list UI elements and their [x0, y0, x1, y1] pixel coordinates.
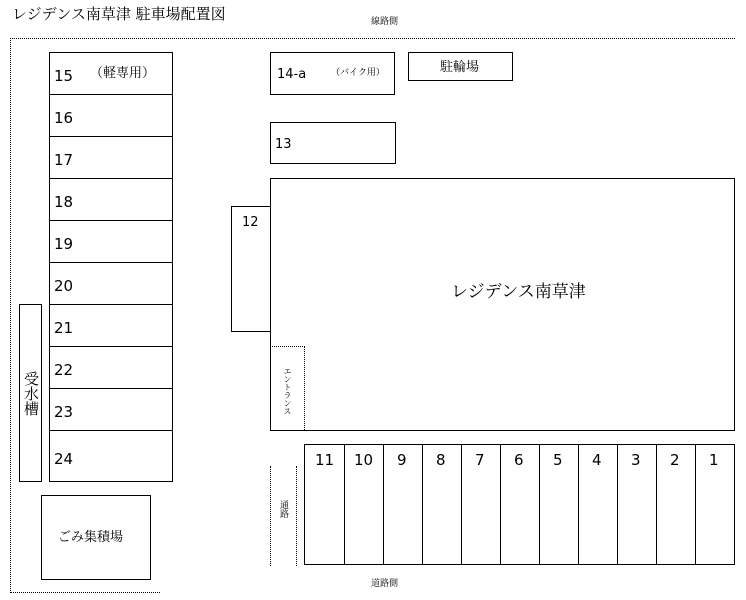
slot-number: 23 [54, 403, 74, 421]
slot-number: 12 [242, 215, 259, 230]
building [270, 178, 735, 431]
parking-slot-8 [422, 445, 462, 564]
side-passage-label: 通路 [278, 500, 288, 518]
boundary-bottom [10, 592, 160, 593]
slot-number: 20 [54, 277, 74, 295]
parking-slot-4 [578, 445, 618, 564]
slot-number: 24 [54, 450, 74, 468]
water-tank-label: 受水槽 [22, 371, 40, 416]
parking-slot-23 [49, 388, 173, 431]
slot-note: （バイク用） [331, 68, 385, 78]
parking-slot-10 [344, 445, 384, 564]
slot-number: 3 [631, 451, 641, 469]
side-passage-left [270, 466, 271, 566]
parking-slot-11 [305, 445, 345, 564]
parking-slot-13 [270, 122, 396, 164]
slot-number: 22 [54, 361, 74, 379]
slot-number: 8 [436, 451, 446, 469]
bicycle-parking-label: 駐輪場 [440, 60, 480, 75]
page-title: レジデンス南草津 駐車場配置図 [12, 5, 226, 23]
bicycle-parking [408, 52, 513, 81]
garbage-area [41, 495, 151, 580]
water-tank [19, 304, 42, 482]
parking-slot-6 [500, 445, 540, 564]
boundary-top [10, 38, 735, 39]
slot-number: 11 [315, 451, 335, 469]
parking-slot-2 [656, 445, 696, 564]
slot-number: 5 [553, 451, 563, 469]
parking-slot-15 [49, 52, 173, 95]
road-bottom-label: 道路側 [371, 579, 399, 589]
bike-slot-14a [270, 52, 395, 95]
parking-slot-24 [49, 430, 173, 482]
slot-number: 1 [709, 451, 719, 469]
bottom-parking-row [304, 444, 735, 565]
parking-slot-9 [383, 445, 423, 564]
side-passage-right [296, 466, 297, 566]
parking-slot-21 [49, 304, 173, 347]
garbage-area-label: ごみ集積場 [58, 530, 124, 545]
slot-number: 19 [54, 235, 74, 253]
parking-slot-22 [49, 346, 173, 389]
slot-number: 14-a [277, 67, 307, 82]
slot-number: 16 [54, 109, 74, 127]
building-label: レジデンス南草津 [451, 282, 586, 302]
left-parking-column [49, 52, 173, 482]
slot-note: （軽専用） [90, 66, 156, 81]
entrance [270, 346, 305, 430]
parking-slot-20 [49, 262, 173, 305]
parking-slot-18 [49, 178, 173, 221]
entrance-label: エントランス [283, 367, 292, 415]
parking-slot-7 [461, 445, 501, 564]
parking-slot-5 [539, 445, 579, 564]
parking-slot-16 [49, 94, 173, 137]
slot-number: 7 [475, 451, 485, 469]
slot-number: 13 [275, 137, 292, 152]
parking-slot-1 [695, 445, 734, 564]
parking-slot-19 [49, 220, 173, 263]
road-top-label: 線路側 [371, 17, 399, 27]
slot-number: 4 [592, 451, 602, 469]
slot-number: 18 [54, 193, 74, 211]
slot-number: 6 [514, 451, 524, 469]
parking-slot-12 [231, 206, 272, 332]
slot-number: 21 [54, 319, 74, 337]
boundary-left [10, 38, 11, 593]
slot-number: 9 [397, 451, 407, 469]
slot-number: 2 [670, 451, 680, 469]
parking-slot-17 [49, 136, 173, 179]
parking-slot-3 [617, 445, 657, 564]
slot-number: 15 [54, 67, 74, 85]
slot-number: 17 [54, 151, 74, 169]
slot-number: 10 [354, 451, 374, 469]
